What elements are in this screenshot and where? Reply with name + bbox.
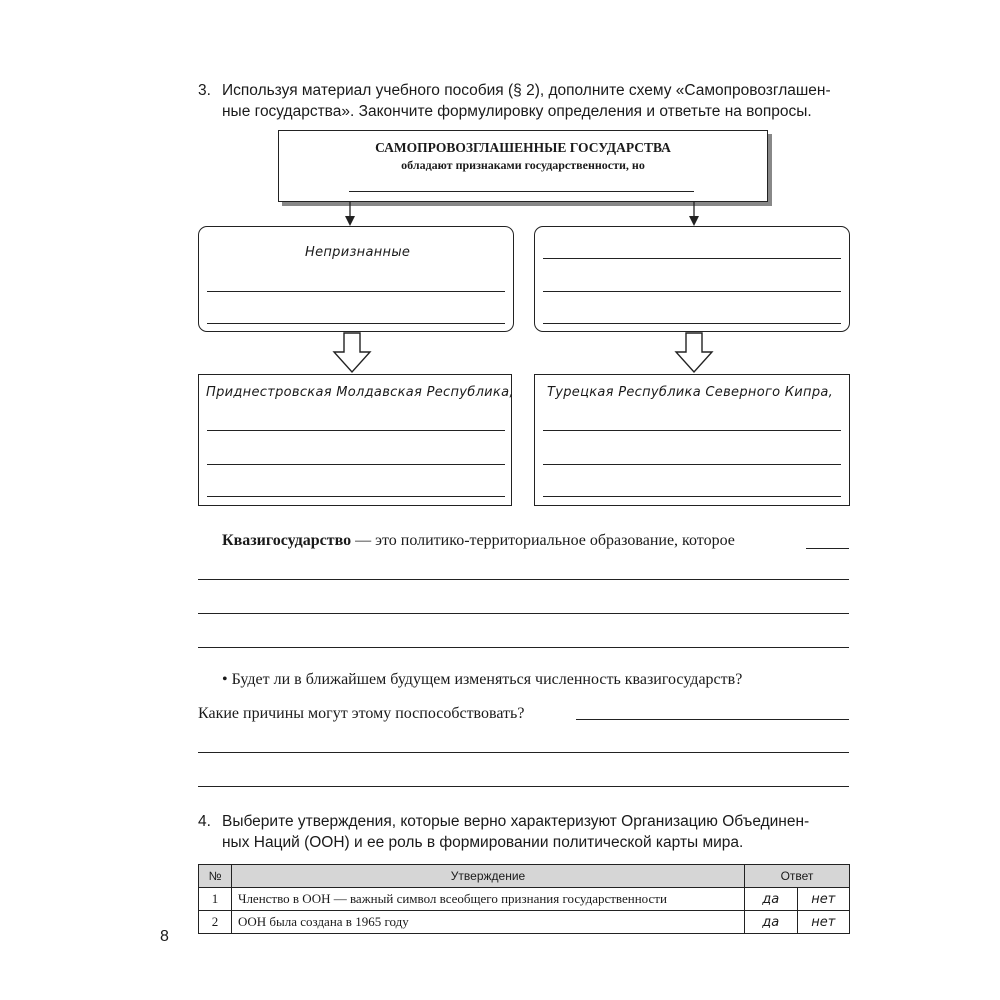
answer-line[interactable] bbox=[207, 323, 505, 324]
task-4-heading bbox=[198, 811, 858, 855]
answer-line[interactable] bbox=[198, 786, 849, 787]
task-text-line: ных Наций (ООН) и ее роль в формировании политической карты мира. bbox=[222, 834, 744, 851]
answer-line[interactable] bbox=[198, 647, 849, 648]
example-label: Турецкая Республика Северного Кипра, bbox=[547, 385, 834, 400]
task-text-line: Используя материал учебного пособия (§ 2), дополните схему «Самопровозглашен- bbox=[222, 82, 831, 99]
task-text-line: Выберите утверждения, которые верно характеризуют Организацию Объединен- bbox=[222, 813, 810, 830]
answer-line[interactable] bbox=[207, 430, 505, 431]
row-statement: ООН была создана в 1965 году bbox=[232, 911, 745, 934]
answer-yes[interactable]: да bbox=[745, 911, 798, 934]
scheme-subtitle: обладают признаками государственности, но bbox=[401, 158, 645, 172]
header-answer: Ответ bbox=[745, 865, 850, 888]
example-label: Приднестровская Молдавская Республика, bbox=[206, 385, 514, 400]
page-number: 8 bbox=[160, 928, 169, 945]
row-statement: Членство в ООН — важный символ всеобщего признания государственности bbox=[232, 888, 745, 911]
scheme-top-box bbox=[278, 130, 768, 202]
definition-text: — это политико-территориальное образование, которое bbox=[351, 532, 735, 549]
answer-line[interactable] bbox=[543, 291, 841, 292]
row-num: 2 bbox=[199, 911, 232, 934]
definition-term: Квазигосударство bbox=[222, 532, 352, 549]
answer-line[interactable] bbox=[543, 464, 841, 465]
hollow-arrow-down-icon bbox=[674, 332, 714, 374]
arrow-down-icon bbox=[344, 201, 356, 229]
table-header-row bbox=[199, 865, 850, 888]
definition-prompt bbox=[222, 532, 735, 550]
statements-table bbox=[198, 864, 850, 934]
answer-line[interactable] bbox=[207, 291, 505, 292]
answer-line[interactable] bbox=[543, 258, 841, 259]
bullet: • bbox=[222, 671, 228, 688]
question bbox=[222, 671, 742, 689]
answer-line[interactable] bbox=[806, 548, 849, 549]
question-text: Будет ли в ближайшем будущем изменяться численность квазигосударств? bbox=[231, 671, 743, 688]
category-box-right bbox=[534, 226, 850, 332]
answer-no[interactable]: нет bbox=[797, 888, 850, 911]
answer-line[interactable] bbox=[198, 752, 849, 753]
answer-yes[interactable]: да bbox=[745, 888, 798, 911]
header-num: № bbox=[199, 865, 232, 888]
header-statement: Утверждение bbox=[232, 865, 745, 888]
hollow-arrow-down-icon bbox=[332, 332, 372, 374]
answer-no[interactable]: нет bbox=[797, 911, 850, 934]
category-label: Непризнанные bbox=[305, 245, 411, 260]
answer-line[interactable] bbox=[207, 464, 505, 465]
table-row bbox=[199, 911, 850, 934]
row-num: 1 bbox=[199, 888, 232, 911]
answer-line[interactable] bbox=[207, 496, 505, 497]
answer-line[interactable] bbox=[543, 430, 841, 431]
task-text bbox=[222, 80, 862, 122]
arrow-down-icon bbox=[688, 201, 700, 229]
task-number: 3. bbox=[198, 82, 211, 99]
answer-line[interactable] bbox=[543, 496, 841, 497]
question-followup: Какие причины могут этому поспособствовать? bbox=[198, 705, 525, 722]
table-row bbox=[199, 888, 850, 911]
scheme-title: САМОПРОВОЗГЛАШЕННЫЕ ГОСУДАРСТВА bbox=[375, 140, 671, 155]
answer-line[interactable] bbox=[576, 719, 849, 720]
task-3-heading bbox=[198, 80, 858, 124]
answer-line[interactable] bbox=[543, 323, 841, 324]
answer-line[interactable] bbox=[349, 191, 694, 192]
answer-line[interactable] bbox=[198, 579, 849, 580]
task-number: 4. bbox=[198, 813, 211, 830]
task-text bbox=[222, 811, 862, 853]
example-box-left bbox=[198, 374, 512, 506]
task-text-line: ные государства». Закончите формулировку определения и ответьте на вопросы. bbox=[222, 103, 812, 120]
category-box-left bbox=[198, 226, 514, 332]
example-box-right bbox=[534, 374, 850, 506]
answer-line[interactable] bbox=[198, 613, 849, 614]
